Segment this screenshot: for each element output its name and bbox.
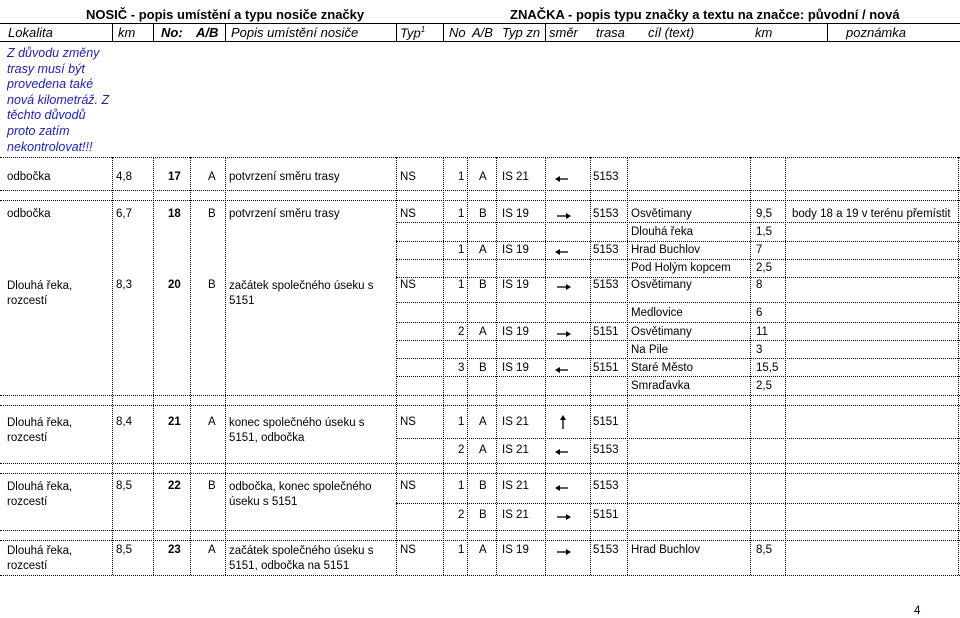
arrow-left-icon: [554, 365, 570, 375]
sign-ab: A: [479, 326, 487, 338]
row-18-km: 6,7: [116, 208, 132, 220]
row-22-km: 8,5: [116, 480, 132, 492]
sign-cil: Osvětimany: [631, 208, 692, 220]
sign-ab: B: [479, 480, 487, 492]
sign-no: 1: [458, 244, 465, 256]
row-23-lokalita: Dlouhá řeka, rozcestí: [7, 545, 73, 572]
sign-ab: B: [479, 362, 487, 374]
sign-ab: A: [479, 444, 487, 456]
col-lokalita: Lokalita: [8, 25, 53, 40]
col-popis: Popis umístění nosiče: [231, 25, 359, 40]
row-22-ab: B: [208, 480, 216, 492]
sign-trasa: 5153: [593, 444, 619, 456]
sign-cil: Smraďavka: [631, 380, 690, 392]
row-17-km: 4,8: [116, 171, 132, 183]
row-20-popis: začátek společného úseku s 5151: [229, 280, 374, 307]
sign-cil: Medlovice: [631, 307, 683, 319]
row-20-typ: NS: [400, 279, 416, 291]
col-trasa: trasa: [596, 25, 625, 40]
sign-cil: Osvětimany: [631, 279, 692, 291]
col-smer: směr: [549, 25, 578, 40]
sign-trasa: 5153: [593, 208, 619, 220]
sign-trasa: 5153: [593, 480, 619, 492]
sign-ab: A: [479, 416, 487, 428]
row-22-popis: odbočka, konec společného úseku s 5151: [229, 481, 372, 508]
sign-cil: Dlouhá řeka: [631, 226, 694, 238]
sign-km: 2,5: [756, 262, 772, 274]
sign-km: 8,5: [756, 544, 772, 556]
sign-typ-zn: IS 19: [502, 326, 529, 338]
sign-no: 1: [458, 279, 465, 291]
arrow-right-icon: [556, 547, 572, 557]
row-23-no: 23: [168, 544, 181, 556]
col-cil: cíl (text): [648, 25, 695, 40]
row-22-no: 22: [168, 480, 181, 492]
row-17-ab: A: [208, 171, 216, 183]
sign-typ-zn: IS 19: [502, 208, 529, 220]
row-21-ab: A: [208, 416, 216, 428]
row-20-ab: B: [208, 279, 216, 291]
sign-cil: Osvětimany: [631, 326, 692, 338]
sign-ab: B: [479, 509, 487, 521]
sign-km: 11: [756, 326, 768, 338]
nosic-title: NOSIČ - popis umístění a typu nosiče značky: [86, 7, 365, 22]
sign-no: 1: [458, 480, 465, 492]
arrow-left-icon: [554, 483, 570, 493]
sign-no: 2: [458, 509, 465, 521]
sign-km: 3: [756, 344, 763, 356]
arrow-right-icon: [556, 211, 572, 221]
sign-cil: Hrad Buchlov: [631, 244, 701, 256]
arrow-right-icon: [556, 512, 572, 522]
sign-trasa: 5151: [593, 326, 619, 338]
kilometrage-note: Z důvodu změny trasy musí být provedena také nová kilometráž. Z těchto důvodů proto zatím nekontrolovat!!!: [7, 46, 110, 154]
sign-cil: Staré Město: [631, 362, 693, 374]
sign-km: 2,5: [756, 380, 772, 392]
sign-trasa: 5153: [593, 544, 619, 556]
row-21-popis: konec společného úseku s 5151, odbočka: [229, 417, 365, 444]
sign-cil: Na Pile: [631, 344, 669, 356]
row-20-km: 8,3: [116, 279, 132, 291]
arrow-left-icon: [554, 174, 570, 184]
row-21-lokalita: Dlouhá řeka, rozcestí: [7, 417, 73, 444]
row-18-typ: NS: [400, 208, 416, 220]
sign-ab: B: [479, 279, 487, 291]
arrow-up-icon: [558, 414, 568, 430]
arrow-left-icon: [554, 447, 570, 457]
sign-typ-zn: IS 19: [502, 244, 529, 256]
sign-km: 9,5: [756, 208, 772, 220]
page-number: 4: [914, 605, 921, 617]
znacka-title: ZNAČKA - popis typu značky a textu na značce: původní / nová: [510, 7, 900, 22]
col-km2: km: [755, 25, 773, 40]
row-20-lokalita: Dlouhá řeka, rozcestí: [7, 280, 73, 307]
row-23-km: 8,5: [116, 544, 132, 556]
sign-no: 1: [458, 171, 465, 183]
row-21-typ: NS: [400, 416, 416, 428]
col-ab2: A/B: [472, 25, 493, 40]
row-18-popis: potvrzení směru trasy: [229, 208, 340, 220]
arrow-left-icon: [554, 247, 570, 257]
row-17-no: 17: [168, 171, 181, 183]
row-23-typ: NS: [400, 544, 416, 556]
row-21-km: 8,4: [116, 416, 132, 428]
col-typ-zn: Typ zn: [502, 25, 541, 40]
sign-typ-zn: IS 21: [502, 509, 529, 521]
row-17-typ: NS: [400, 171, 416, 183]
sign-typ-zn: IS 19: [502, 544, 529, 556]
row-18-ab: B: [208, 208, 216, 220]
col-ab: A/B: [196, 25, 219, 40]
col-poznamka: poznámka: [846, 25, 906, 40]
row-22-typ: NS: [400, 480, 416, 492]
sign-km: 1,5: [756, 226, 772, 238]
row-22-lokalita: Dlouhá řeka, rozcestí: [7, 481, 73, 508]
sign-cil: Pod Holým kopcem: [631, 262, 731, 274]
sign-km: 8: [756, 279, 763, 291]
col-no2: No: [449, 25, 466, 40]
row-17-lokalita: odbočka: [7, 171, 51, 183]
sign-trasa: 5153: [593, 279, 619, 291]
col-typ: Typ$^1$: [400, 25, 426, 41]
sign-km: 7: [756, 244, 763, 256]
sign-trasa: 5151: [593, 362, 619, 374]
sign-km: 15,5: [756, 362, 779, 374]
arrow-right-icon: [556, 282, 572, 292]
sign-trasa: 5153: [593, 244, 619, 256]
row-18-no: 18: [168, 208, 181, 220]
sign-typ-zn: IS 21: [502, 444, 529, 456]
sign-no: 1: [458, 208, 465, 220]
sign-ab: B: [479, 208, 487, 220]
sign-typ-zn: IS 19: [502, 362, 529, 374]
sign-trasa: 5151: [593, 416, 619, 428]
sign-typ-zn: IS 19: [502, 279, 529, 291]
row-18-lokalita: odbočka: [7, 208, 51, 220]
sign-no: 2: [458, 326, 465, 338]
sign-km: 6: [756, 307, 763, 319]
row-17-popis: potvrzení směru trasy: [229, 171, 340, 183]
row-23-popis: začátek společného úseku s 5151, odbočka na 5151: [229, 545, 374, 572]
sign-no: 1: [458, 544, 465, 556]
sign-trasa: 5151: [593, 509, 619, 521]
arrow-right-icon: [556, 329, 572, 339]
sign-typ-zn: IS 21: [502, 480, 529, 492]
row-20-no: 20: [168, 279, 181, 291]
row-23-ab: A: [208, 544, 216, 556]
sign-trasa: 5153: [593, 171, 619, 183]
sign-typ-zn: IS 21: [502, 416, 529, 428]
sign-ab: A: [479, 244, 487, 256]
sign-no: 2: [458, 444, 465, 456]
col-no: No:: [161, 25, 183, 40]
sign-no: 1: [458, 416, 465, 428]
row-21-no: 21: [168, 416, 181, 428]
sign-cil: Hrad Buchlov: [631, 544, 701, 556]
sign-typ-zn: IS 21: [502, 171, 529, 183]
sign-ab: A: [479, 544, 487, 556]
sign-no: 3: [458, 362, 465, 374]
sign-ab: A: [479, 171, 487, 183]
col-km: km: [118, 25, 136, 40]
sign-poznamka: body 18 a 19 v terénu přemístit: [792, 208, 951, 220]
